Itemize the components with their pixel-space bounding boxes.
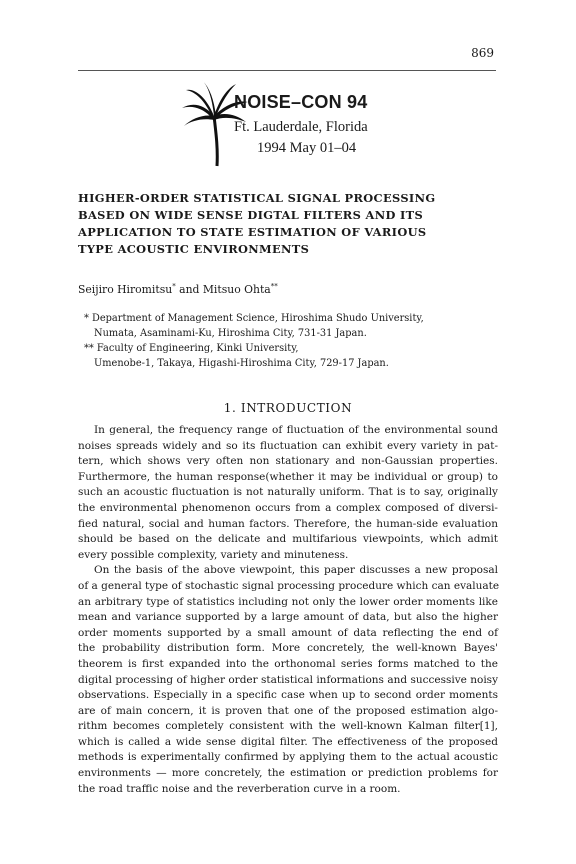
body-line: digital processing of higher order statistical informations and successive noisy: [78, 673, 498, 686]
body-line: are of main concern, it is proven that one of the proposed estimation algo-: [78, 704, 498, 717]
body-line: environments — more concretely, the estimation or prediction problems for: [78, 767, 498, 780]
body-line: which is called a wide sense digital filter. The effectiveness of the proposed: [78, 735, 498, 748]
conference-logo-block: [180, 78, 420, 168]
affiliation-line: * Department of Management Science, Hiroshima Shudo University,: [84, 313, 424, 324]
body-line: On the basis of the above viewpoint, this paper discusses a new proposal: [94, 564, 498, 577]
body-line: fied natural, social and human factors. Therefore, the human-side evaluation: [78, 517, 498, 530]
page-number: 869: [471, 46, 494, 60]
body-line: of a general type of stochastic signal processing procedure which can evaluate: [78, 579, 500, 592]
body-line: In general, the frequency range of fluctuation of the environmental sound: [94, 424, 498, 436]
body-line: every possible complexity, variety and minuteness.: [78, 548, 349, 561]
body-line: Furthermore, the human response(whether it may be individual or group) to: [78, 470, 498, 483]
affiliation-line: Umenobe-1, Takaya, Higashi-Hiroshima City, 729-17 Japan.: [94, 358, 389, 369]
affiliation-line: ** Faculty of Engineering, Kinki University,: [84, 343, 299, 354]
title-line: TYPE ACOUSTIC ENVIRONMENTS: [78, 242, 310, 256]
header-rule: [78, 70, 496, 71]
authors: [78, 283, 278, 296]
body-text: [78, 423, 498, 797]
body-line: rithm becomes completely consistent with the well-known Kalman filter[1],: [78, 720, 498, 733]
conference-name: NOISE–CON 94: [234, 92, 368, 112]
paper-title: [78, 190, 498, 258]
author-2-mark: **: [270, 282, 278, 291]
body-line: order moments supported by a small amount of data reflecting the end of: [78, 626, 498, 639]
body-line: the environmental phenomenon occurs from a complex composed of diversi-: [78, 501, 498, 514]
body-line: such an acoustic fluctuation is not naturally uniform. That is to say, originally: [78, 486, 498, 499]
body-line: observations. Especially in a specific case when up to second order moments: [78, 689, 498, 702]
body-line: mean and variance supported by a large amount of data, but also the higher: [78, 611, 498, 624]
conference-place: Ft. Lauderdale, Florida: [234, 119, 368, 135]
body-line: should be based on the delicate and multifarious viewpoints, which admit: [78, 533, 498, 546]
title-line: APPLICATION TO STATE ESTIMATION OF VARIOUS: [78, 225, 427, 239]
body-line: the probability distribution form. More concretely, the well-known Bayes': [78, 642, 498, 655]
title-line: HIGHER-ORDER STATISTICAL SIGNAL PROCESSING: [78, 191, 436, 205]
section-heading: 1. INTRODUCTION: [223, 401, 353, 415]
title-line: BASED ON WIDE SENSE DIGTAL FILTERS AND ITS: [78, 208, 424, 222]
author-conjunction: and: [175, 283, 203, 296]
body-line: theorem is first expanded into the orthonomal series forms matched to the: [78, 657, 498, 670]
body-line: an arbitrary type of statistics including not only the lower order moments like: [78, 595, 498, 608]
author-2: Mitsuo Ohta: [202, 283, 271, 296]
body-line: tern, which shows very often non stationary and non-Gaussian properties.: [78, 455, 498, 468]
conference-date: 1994 May 01–04: [257, 140, 357, 156]
body-line: methods is experimentally confirmed by applying them to the actual acoustic: [78, 751, 498, 764]
author-1-mark: *: [172, 282, 176, 291]
body-line: the road traffic noise and the reverberation curve in a room.: [78, 782, 401, 795]
body-line: noises spreads widely and so its fluctuation can exhibit every variety in pat-: [78, 439, 498, 452]
affiliations: [84, 311, 424, 371]
affiliation-line: Numata, Asaminami-Ku, Hiroshima City, 731-31 Japan.: [94, 328, 367, 339]
author-1: Seijiro Hiromitsu: [78, 283, 173, 296]
